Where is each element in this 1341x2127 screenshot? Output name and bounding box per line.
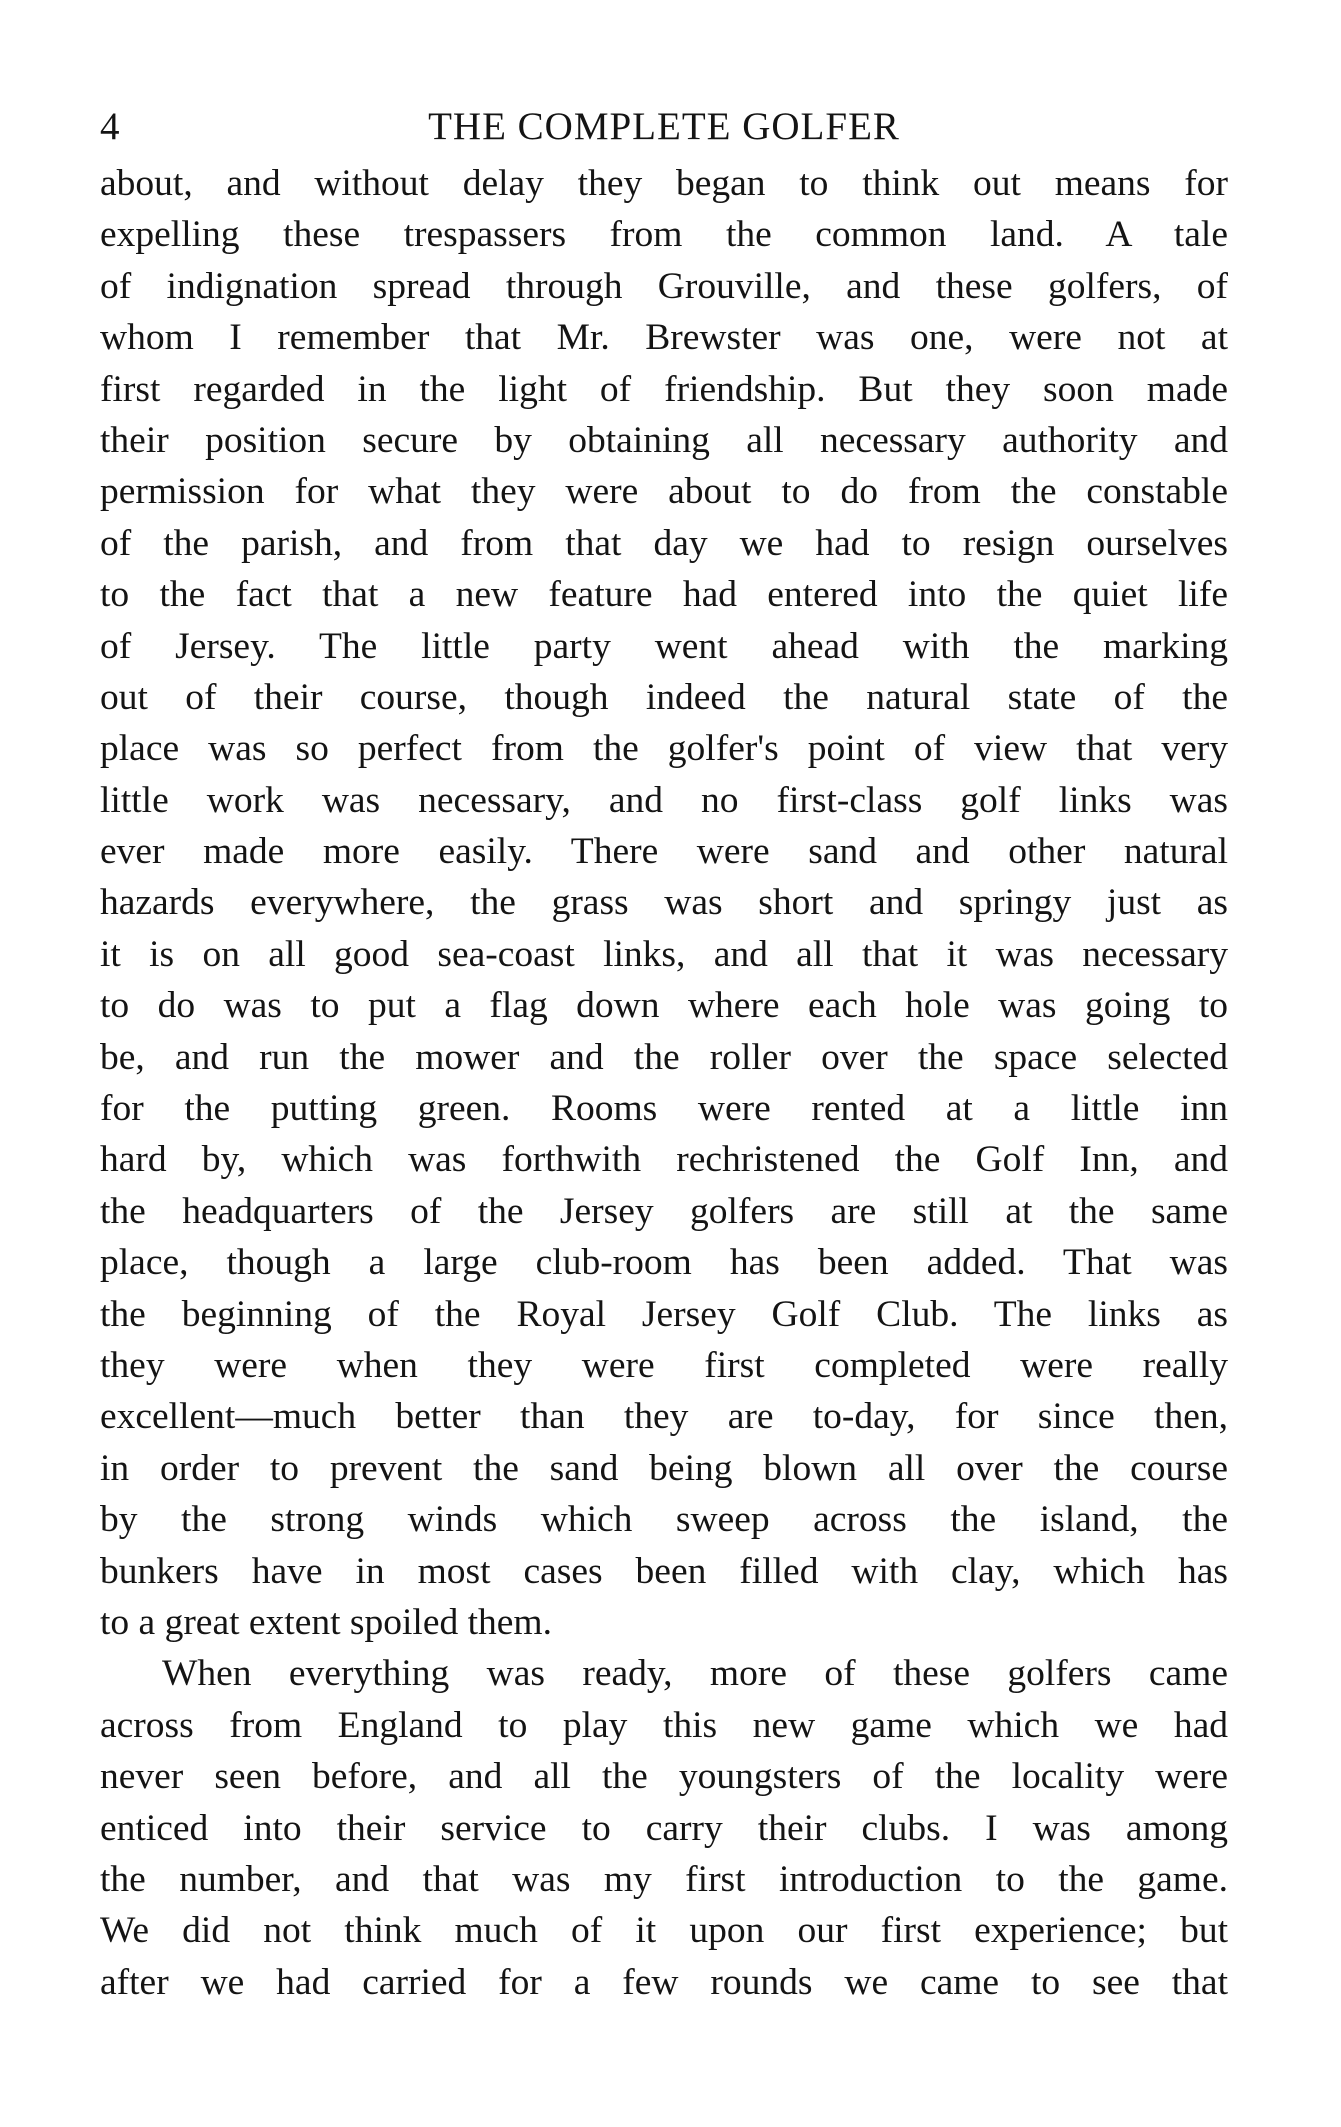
- text-line: bunkers have in most cases been filled with clay, which has: [100, 1550, 1228, 1592]
- text-line: We did not think much of it upon our first experience; but: [100, 1910, 1228, 1952]
- text-line: for the putting green. Rooms were rented at a little inn: [100, 1088, 1228, 1130]
- text-line: the headquarters of the Jersey golfers are still at the same: [100, 1190, 1228, 1232]
- paragraph-1: [100, 158, 1228, 1648]
- running-title: THE COMPLETE GOLFER: [428, 105, 900, 148]
- text-line: place was so perfect from the golfer's point of view that very: [100, 728, 1228, 770]
- text-line: to the fact that a new feature had entered into the quiet life: [100, 574, 1228, 616]
- text-line: to do was to put a flag down where each hole was going to: [100, 985, 1228, 1027]
- body-text: [100, 158, 1228, 2008]
- text-line: about, and without delay they began to think out means for: [100, 163, 1228, 204]
- text-line: never seen before, and all the youngsters of the locality were: [100, 1756, 1228, 1798]
- text-line: whom I remember that Mr. Brewster was one, were not at: [100, 317, 1228, 359]
- text-line: it is on all good sea-coast links, and all that it was necessary: [100, 933, 1228, 975]
- running-head: [100, 96, 1228, 158]
- text-line: permission for what they were about to do from the constable: [100, 471, 1228, 513]
- text-line: they were when they were first completed were really: [100, 1344, 1228, 1386]
- text-line: expelling these trespassers from the common land. A tale: [100, 214, 1228, 256]
- text-line: hazards everywhere, the grass was short and springy just as: [100, 882, 1228, 924]
- text-line: of Jersey. The little party went ahead with the marking: [100, 625, 1228, 667]
- text-line: first regarded in the light of friendship. But they soon made: [100, 368, 1228, 410]
- text-line: after we had carried for a few rounds we came to see that: [100, 1961, 1228, 2003]
- text-line: ever made more easily. There were sand and other natural: [100, 831, 1228, 873]
- paragraph-2: [100, 1648, 1228, 2008]
- text-line: of the parish, and from that day we had to resign ourselves: [100, 522, 1228, 564]
- text-line: in order to prevent the sand being blown all over the course: [100, 1447, 1228, 1489]
- text-line: out of their course, though indeed the natural state of the: [100, 676, 1228, 718]
- text-line: the beginning of the Royal Jersey Golf Club. The links as: [100, 1293, 1228, 1335]
- text-line: hard by, which was forthwith rechristened the Golf Inn, and: [100, 1139, 1228, 1181]
- text-line: by the strong winds which sweep across the island, the: [100, 1499, 1228, 1541]
- text-line: little work was necessary, and no first-class golf links was: [100, 779, 1228, 821]
- text-line: When everything was ready, more of these golfers came: [162, 1653, 1228, 1695]
- text-line: be, and run the mower and the roller over the space selected: [100, 1036, 1228, 1078]
- text-line: place, though a large club-room has been added. That was: [100, 1242, 1228, 1284]
- text-line: of indignation spread through Grouville, and these golfers, of: [100, 265, 1228, 307]
- text-line: excellent—much better than they are to-day, for since then,: [100, 1396, 1228, 1438]
- book-page: [100, 96, 1228, 2008]
- text-line: their position secure by obtaining all necessary authority and: [100, 419, 1228, 461]
- page-number: 4: [100, 105, 121, 148]
- text-line: enticed into their service to carry their clubs. I was among: [100, 1807, 1228, 1849]
- text-line: the number, and that was my first introduction to the game.: [100, 1858, 1228, 1900]
- text-line: across from England to play this new game which we had: [100, 1704, 1228, 1746]
- text-line: to a great extent spoiled them.: [100, 1601, 552, 1643]
